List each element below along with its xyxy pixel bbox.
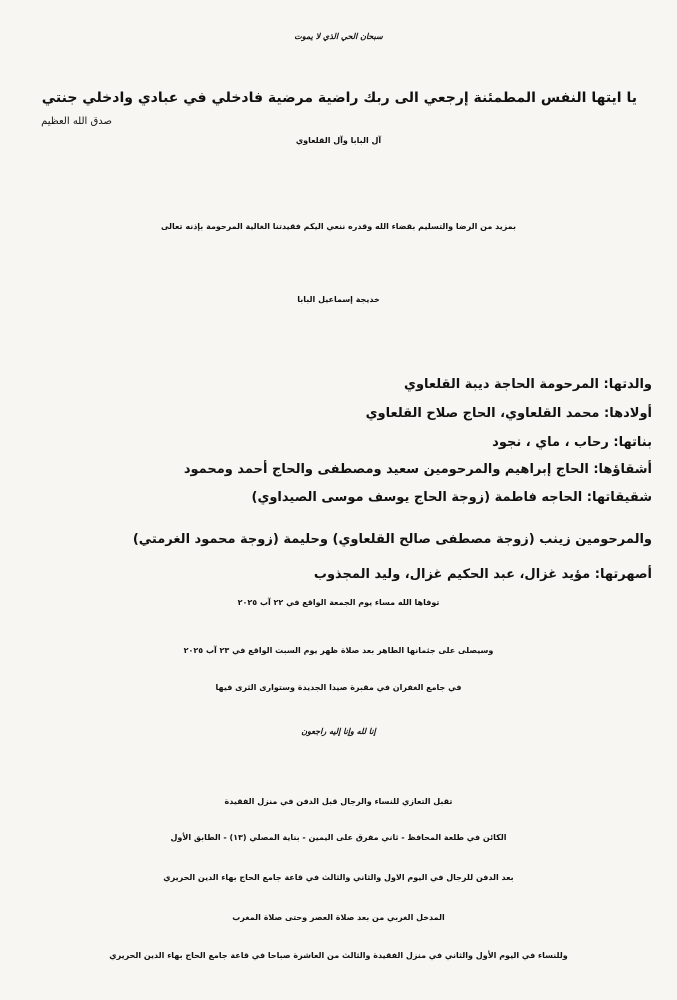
inna-lillah-calligraphy: إنا لله وإنا إليه راجعون: [301, 726, 376, 736]
relative-line: أصهرتها: مؤيد غزال، عبد الحكيم غزال، وليد المجذوب: [313, 567, 652, 582]
burial-location-line: في جامع الغفران في مقبرة صيدا الجديدة وستوارى الثرى فيها: [215, 683, 462, 692]
relative-line: والمرحومين زينب (زوجة مصطفى صالح القلعاوي) وحليمة (زوجة محمود الغرمتي): [132, 532, 652, 547]
relative-line: بناتها: رحاب ، ماي ، نجود: [492, 435, 652, 450]
deceased-name: خديجة إسماعيل البابا: [297, 295, 380, 304]
calligraphy-header: سبحان الحي الذي لا يموت: [294, 31, 383, 41]
verse-attribution: صدق الله العظيم: [41, 116, 112, 127]
quran-verse: يا ايتها النفس المطمئنة إرجعي الى ربك راضية مرضية فادخلي في عبادي وادخلي جنتي: [41, 90, 637, 106]
relative-line: والدتها: المرحومة الحاجة ديبة القلعاوي: [404, 377, 652, 392]
condolence-line: الكائن في طلعة المحافظ - ثاني مفرق على اليمين - بناية المصلي (١٣) - الطابق الأول: [170, 833, 507, 842]
condolence-line: بعد الدفن للرجال في اليوم الاول والثاني والثالث في قاعة جامع الحاج بهاء الدين الحريري: [163, 873, 514, 882]
relative-line: أولادها: محمد القلعاوي، الحاج صلاح القلعاوي: [365, 406, 652, 421]
condolence-line: تقبل التعازي للنساء والرجال قبل الدفن في منزل الفقيدة: [224, 797, 453, 806]
family-names-heading: آل البابا وآل القلعاوي: [295, 136, 382, 145]
relative-line: شقيقاتها: الحاجه فاطمة (زوجة الحاج يوسف موسى الصيداوي): [251, 490, 652, 505]
condolence-line: المدخل الغربي من بعد صلاة العصر وحتى صلاة المغرب: [232, 913, 445, 922]
relative-line: أشقاؤها: الحاج إبراهيم والمرحومين سعيد ومصطفى والحاج أحمد ومحمود: [183, 462, 652, 477]
condolence-line: وللنساء في اليوم الأول والثاني في منزل الفقيدة والثالث من العاشرة صباحا في قاعة جامع الحاج بهاء الدين الحريري: [109, 951, 568, 960]
announcement-intro: بمزيد من الرضا والتسليم بقضاء الله وقدره ننعي اليكم فقيدتنا الغالية المرحومة بإذنه تعالى: [160, 222, 517, 231]
funeral-prayer-line: وسيصلى على جثمانها الطاهر بعد صلاة ظهر يوم السبت الواقع في ٢٣ آب ٢٠٢٥: [183, 646, 494, 655]
death-date-line: توفاها الله مساء يوم الجمعة الواقع في ٢٢ آب ٢٠٢٥: [237, 598, 440, 607]
